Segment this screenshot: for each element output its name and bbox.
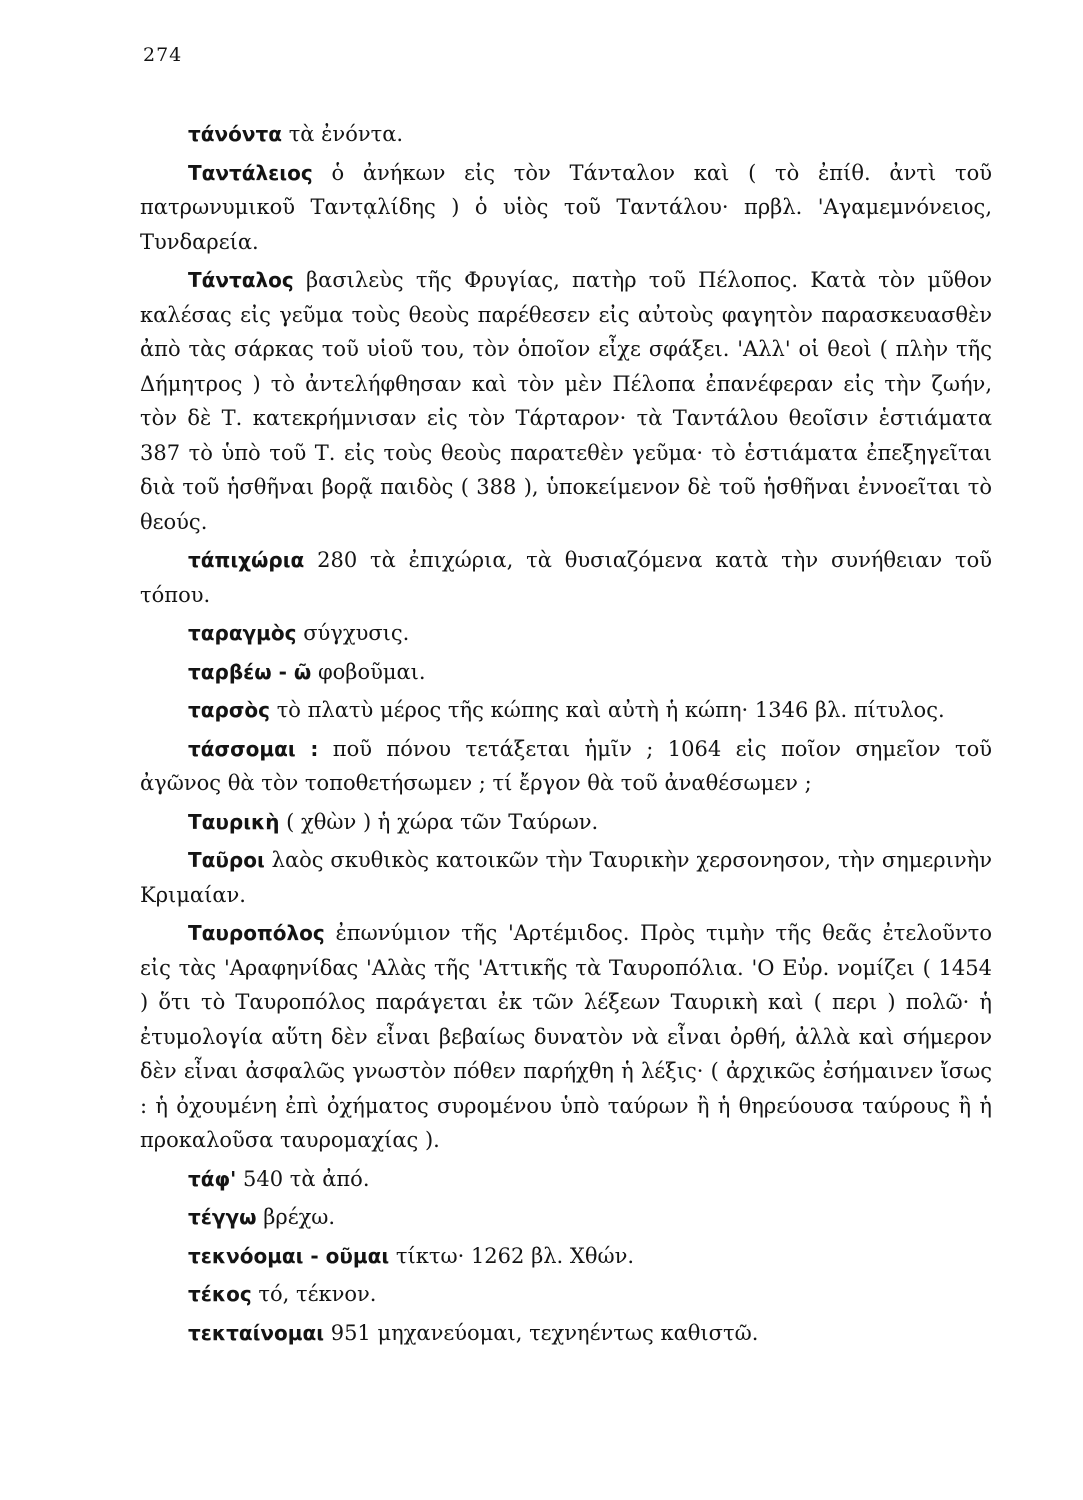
- entry-list: [140, 117, 992, 1354]
- headword: Ταυρικὴ: [188, 809, 280, 834]
- definition: σύγχυσις.: [303, 621, 410, 645]
- definition: ποῦ πόνου τετάξεται ἡμῖν ; 1064 εἰς ποῖον σημεῖον τοῦ ἀγῶνος θὰ τὸν τοποθετήσωμεν ; τί ἔργον θὰ τοῦ ἀναθέσωμεν ;: [140, 736, 992, 795]
- entry: [140, 805, 992, 840]
- headword: Ταυροπόλος: [188, 921, 325, 945]
- definition: λαὸς σκυθικὸς κατοικῶν τὴν Ταυρικὴν χερσονησον, τὴν σημερινὴν Κριμαίαν.: [140, 848, 992, 907]
- definition: ( χθὼν ) ἡ χώρα τῶν Ταύρων.: [286, 809, 599, 834]
- entry: [140, 655, 992, 690]
- headword: τέγγω: [188, 1205, 257, 1229]
- definition: ἐπωνύμιον τῆς 'Αρτέμιδος. Πρὸς τιμὴν τῆς θεᾶς ἐτελοῦντο εἰς τὰς 'Αραφηνίδας 'Αλὰς τῆς 'Αττικῆς τὰ Ταυροπόλια. 'Ο Εὐρ. νομίζει ( 1454 ) ὅτι τὸ Ταυροπόλος παράγεται ἐκ τῶν λέξεων Ταυρικὴ καὶ ( περι ) πολῶ· ἡ ἐτυμολογία αὕτη δὲν εἶναι βεβαίως δυνατὸν νὰ εἶναι ὀρθή, ἀλλὰ καὶ σήμερον δὲν εἶναι ἀσφαλῶς γνωστὸν πόθεν παρήχθη ἡ λέξις· ( ἀρχικῶς ἐσήμαινεν ἴσως : ἡ ὀχουμένη ἐπὶ ὀχήματος συρομένου ὑπὸ ταύρων ἢ ἡ θηρεύουσα ταύρους ἢ ἡ προκαλοῦσα ταυρομαχίας ).: [140, 921, 992, 1152]
- page-number: 274: [143, 44, 183, 66]
- headword: τάνόντα: [188, 122, 282, 146]
- entry: [140, 1239, 992, 1274]
- entry: [140, 117, 992, 152]
- headword: ταραγμὸς: [188, 621, 297, 645]
- definition: τὰ ἐνόντα.: [288, 122, 404, 146]
- entry: [140, 1316, 992, 1351]
- headword: Τάνταλος: [188, 268, 294, 292]
- headword: τέκος: [188, 1282, 252, 1306]
- entry: [140, 732, 992, 801]
- definition: τὸ πλατὺ μέρος τῆς κώπης καὶ αὐτὴ ἡ κώπη· 1346 βλ. πίτυλος.: [276, 698, 945, 722]
- headword: τάπιχώρια: [188, 548, 305, 572]
- entry: [140, 156, 992, 260]
- definition: βασιλεὺς τῆς Φρυγίας, πατὴρ τοῦ Πέλοπος. Κατὰ τὸν μῦθον καλέσας εἰς γεῦμα τοὺς θεοὺς παρέθεσεν εἰς αὐτοὺς φαγητὸν παρασκευασθὲν ἀπὸ τὰς σάρκας τοῦ υἱοῦ του, τὸν ὁποῖον εἶχε σφάξει. 'Αλλ' οἱ θεοὶ ( πλὴν τῆς Δήμητρος ) τὸ ἀντελήφθησαν καὶ τὸν μὲν Πέλοπα ἐπανέφεραν εἰς τὴν ζωήν, τὸν δὲ Τ. κατεκρήμνισαν εἰς τὸν Τάρταρον· τὰ Ταντάλου θεοῖσιν ἑστιάματα 387 τὸ ὑπὸ τοῦ Τ. εἰς τοὺς θεοὺς παρατεθὲν γεῦμα· τὸ ἑστιάματα ἐπεξηγεῖται διὰ τοῦ ἡσθῆναι βορᾷ παιδὸς ( 388 ), ὑποκείμενον δὲ τοῦ ἡσθῆναι ἐννοεῖται τὸ θεούς.: [140, 268, 992, 534]
- definition: 951 μηχανεύομαι, τεχνηέντως καθιστῶ.: [330, 1320, 759, 1345]
- headword: τεκταίνομαι: [188, 1320, 325, 1345]
- definition: 280 τὰ ἐπιχώρια, τὰ θυσιαζόμενα κατὰ τὴν συνήθειαν τοῦ τόπου.: [140, 548, 992, 607]
- definition: 540 τὰ ἀπό.: [242, 1166, 370, 1191]
- definition: τίκτω· 1262 βλ. Χθών.: [395, 1243, 635, 1268]
- entry: [140, 1162, 992, 1197]
- entry: [140, 543, 992, 612]
- headword: τάσσομαι :: [188, 736, 319, 761]
- entry: [140, 916, 992, 1158]
- headword: ταρσὸς: [188, 698, 270, 722]
- entry: [140, 843, 992, 912]
- entry: [140, 616, 992, 651]
- definition: ὁ ἀνήκων εἰς τὸν Τάνταλον καὶ ( τὸ ἐπίθ. ἀντὶ τοῦ πατρωνυμικοῦ Ταντᾳλίδης ) ὁ υἱὸς τοῦ Ταντάλου· πρβλ. 'Αγαμεμνόνειος, Τυνδαρεία.: [140, 160, 992, 254]
- definition: φοβοῦμαι.: [317, 659, 426, 684]
- entry: [140, 1277, 992, 1312]
- headword: Ταῦροι: [188, 848, 265, 872]
- headword: ταρβέω - ῶ: [188, 659, 312, 684]
- entry: [140, 263, 992, 539]
- entry: [140, 1200, 992, 1235]
- headword: τεκνόομαι - οῦμαι: [188, 1243, 390, 1268]
- definition: βρέχω.: [263, 1205, 336, 1229]
- headword: τάφ': [188, 1166, 237, 1191]
- definition: τό, τέκνον.: [258, 1282, 377, 1306]
- entry: [140, 693, 992, 728]
- headword: Ταντάλειος: [188, 160, 313, 185]
